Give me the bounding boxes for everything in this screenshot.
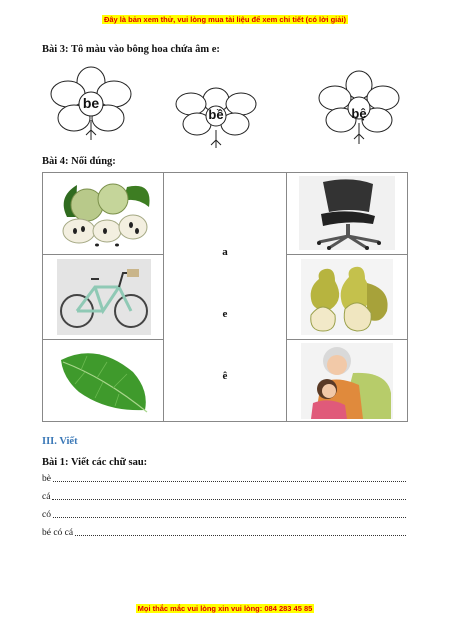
bicycle-icon	[57, 259, 151, 335]
dotted-line	[52, 499, 406, 500]
writing-line-4[interactable]	[42, 528, 406, 538]
writing-line-2-label: cá	[42, 492, 51, 502]
preview-notice-text: Đây là bản xem thử, vui lòng mua tài liệu để xem chi tiết (có lời giải)	[103, 15, 347, 24]
exercise-4-title: Bài 4: Nối đúng:	[42, 156, 116, 167]
writing-line-2[interactable]	[42, 492, 406, 502]
writing-line-1-label: bè	[42, 474, 51, 484]
contact-banner	[0, 604, 450, 613]
picture-leaf[interactable]	[43, 340, 164, 422]
grandmother-child-icon	[301, 343, 393, 419]
contact-text: Mọi thắc mắc vui lòng xin vui lòng: 084 283 45 85	[137, 604, 313, 613]
picture-custard-apple[interactable]	[43, 173, 164, 255]
flower-be-grave[interactable]	[173, 86, 259, 152]
pears-icon	[301, 259, 393, 335]
writing-exercise-title: Bài 1: Viết các chữ sau:	[42, 457, 148, 468]
flower-be-grave-label: bề	[208, 107, 224, 122]
picture-grandmother-and-child[interactable]	[287, 340, 408, 422]
letter-e-circumflex[interactable]: ê	[222, 370, 228, 382]
flower-be-dot[interactable]	[316, 68, 402, 148]
preview-notice-banner	[0, 15, 450, 24]
writing-line-1[interactable]	[42, 474, 406, 484]
flower-be-dot-label: bệ	[351, 106, 367, 121]
writing-line-4-label: bé có cá	[42, 528, 74, 538]
dotted-line	[75, 535, 406, 536]
flower-be[interactable]	[48, 64, 134, 144]
dotted-line	[53, 517, 406, 518]
section-writing-title: III. Viết	[42, 436, 78, 447]
letters-column	[164, 173, 287, 422]
custard-apple-icon	[57, 177, 153, 249]
leaf-icon	[57, 346, 151, 416]
matching-table	[42, 172, 408, 422]
exercise-3-title: Bài 3: Tô màu vào bông hoa chứa âm e:	[42, 44, 220, 55]
letter-e[interactable]: e	[222, 308, 228, 320]
picture-office-chair[interactable]	[287, 173, 408, 255]
flower-be-label: be	[82, 95, 100, 111]
letter-a[interactable]: a	[222, 246, 228, 258]
picture-pears[interactable]	[287, 255, 408, 340]
office-chair-icon	[299, 176, 395, 250]
writing-line-3[interactable]	[42, 510, 406, 520]
writing-line-3-label: có	[42, 510, 51, 520]
dotted-line	[53, 481, 406, 482]
picture-bicycle[interactable]	[43, 255, 164, 340]
